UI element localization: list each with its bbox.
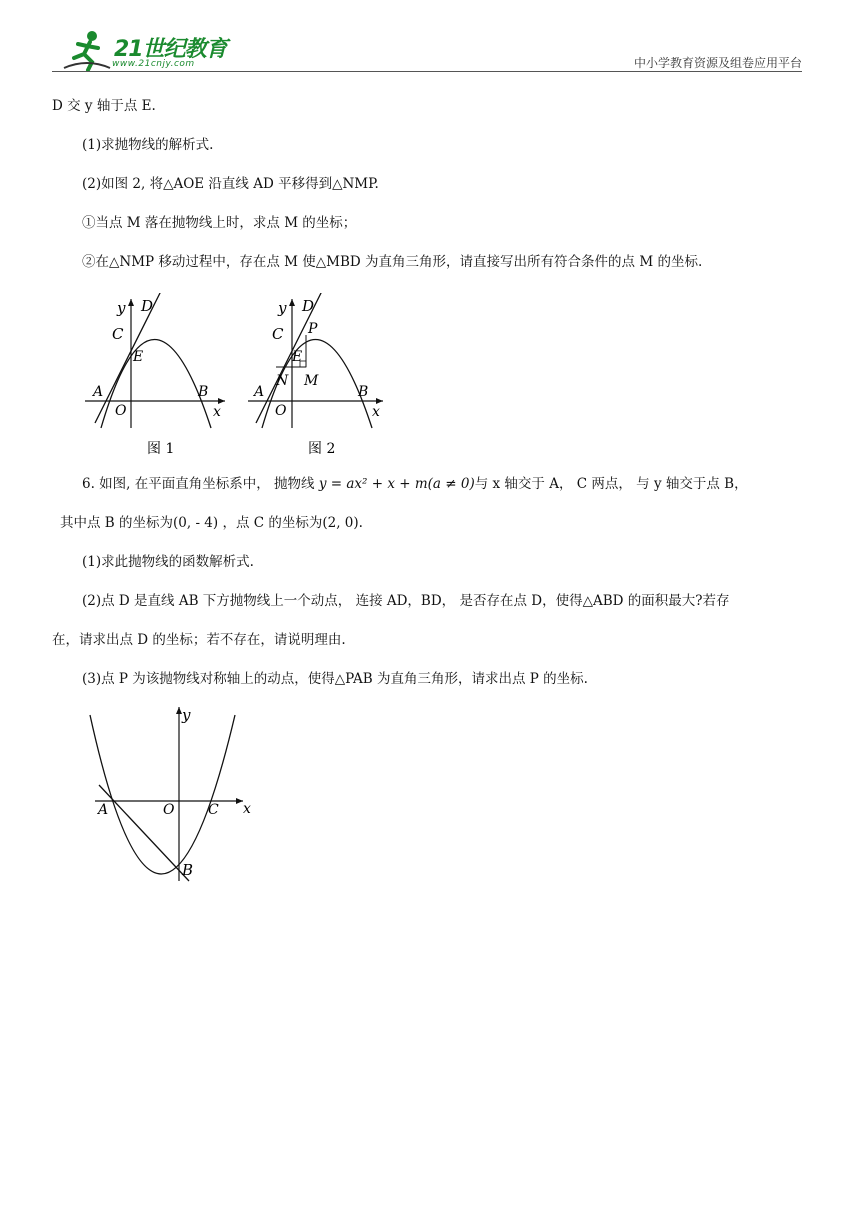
label-a: A xyxy=(93,384,104,400)
parabola xyxy=(90,715,235,874)
label-d: D xyxy=(141,297,154,315)
header-divider xyxy=(52,71,802,72)
q6-stem-line2: 其中点 B 的坐标为(0, - 4) ，点 C 的坐标为(2, 0). xyxy=(60,515,363,531)
label-o: O xyxy=(115,403,127,419)
label-e: E xyxy=(133,349,144,365)
q6-part2-line1: (2)点 D 是直线 AB 下方抛物线上一个动点， 连接 AD，BD， 是否存在点 D，使得△ABD 的面积最大?若存 xyxy=(82,593,730,609)
figure-1-caption: 图 1 xyxy=(147,441,175,457)
label-o: O xyxy=(163,802,175,818)
x-axis-arrow xyxy=(236,798,243,804)
site-name: 中小学教育资源及组卷应用平台 xyxy=(633,56,802,70)
y-axis-arrow xyxy=(289,299,295,306)
label-o: O xyxy=(275,403,287,419)
label-b: B xyxy=(182,861,194,879)
label-y: y xyxy=(117,299,126,317)
q5-part2-sub2: ②在△NMP 移动过程中，存在点 M 使△MBD 为直角三角形，请直接写出所有符合条件的点 M 的坐标. xyxy=(82,254,703,270)
y-axis-arrow xyxy=(128,299,134,306)
label-y: y xyxy=(182,706,191,724)
figure-2-caption: 图 2 xyxy=(308,441,336,457)
q6-part1: (1)求此抛物线的函数解析式. xyxy=(82,554,254,570)
label-x: x xyxy=(372,404,380,420)
label-a: A xyxy=(254,384,265,400)
label-b: B xyxy=(198,384,209,400)
site-logo xyxy=(62,28,232,72)
label-e: E xyxy=(292,349,303,365)
q6-stem-line1 xyxy=(82,475,748,493)
q5-intro-line: D 交 y 轴于点 E. xyxy=(52,98,156,114)
figure-1 xyxy=(85,293,235,463)
label-x: x xyxy=(213,404,221,420)
label-c: C xyxy=(112,325,124,343)
label-x: x xyxy=(243,801,251,817)
line-ab xyxy=(99,785,189,881)
label-p: P xyxy=(308,321,318,337)
label-b: B xyxy=(358,384,369,400)
q6-part3: (3)点 P 为该抛物线对称轴上的动点，使得△PAB 为直角三角形，请求出点 P 的坐标. xyxy=(82,671,588,687)
figure-q6 xyxy=(85,703,265,888)
label-c: C xyxy=(272,325,284,343)
logo-text: 21世纪教育 xyxy=(114,37,227,62)
q6-stem-b: 与 x 轴交于 A， C 两点， 与 y 轴交于点 B， xyxy=(474,476,748,492)
label-n: N xyxy=(276,373,289,389)
page-header xyxy=(52,28,802,72)
label-m: M xyxy=(304,373,319,389)
label-y: y xyxy=(278,299,287,317)
figure-2 xyxy=(248,293,398,463)
q6-stem-a: 6. 如图, 在平面直角坐标系中， 抛物线 xyxy=(82,476,319,492)
q6-formula: y = ax² + x + m(a ≠ 0) xyxy=(318,476,475,492)
q6-part2-line2: 在，请求出点 D 的坐标；若不存在，请说明理由. xyxy=(52,632,346,648)
label-c: C xyxy=(208,802,219,818)
q5-part2: (2)如图 2, 将△AOE 沿直线 AD 平移得到△NMP. xyxy=(82,176,379,192)
q5-part2-sub1: ①当点 M 落在抛物线上时，求点 M 的坐标； xyxy=(82,215,357,231)
label-a: A xyxy=(98,802,109,818)
q5-part1: (1)求抛物线的解析式. xyxy=(82,137,214,153)
runner-logo-icon xyxy=(62,28,112,72)
logo-url: www.21cnjy.com xyxy=(112,59,195,69)
label-d: D xyxy=(302,297,315,315)
